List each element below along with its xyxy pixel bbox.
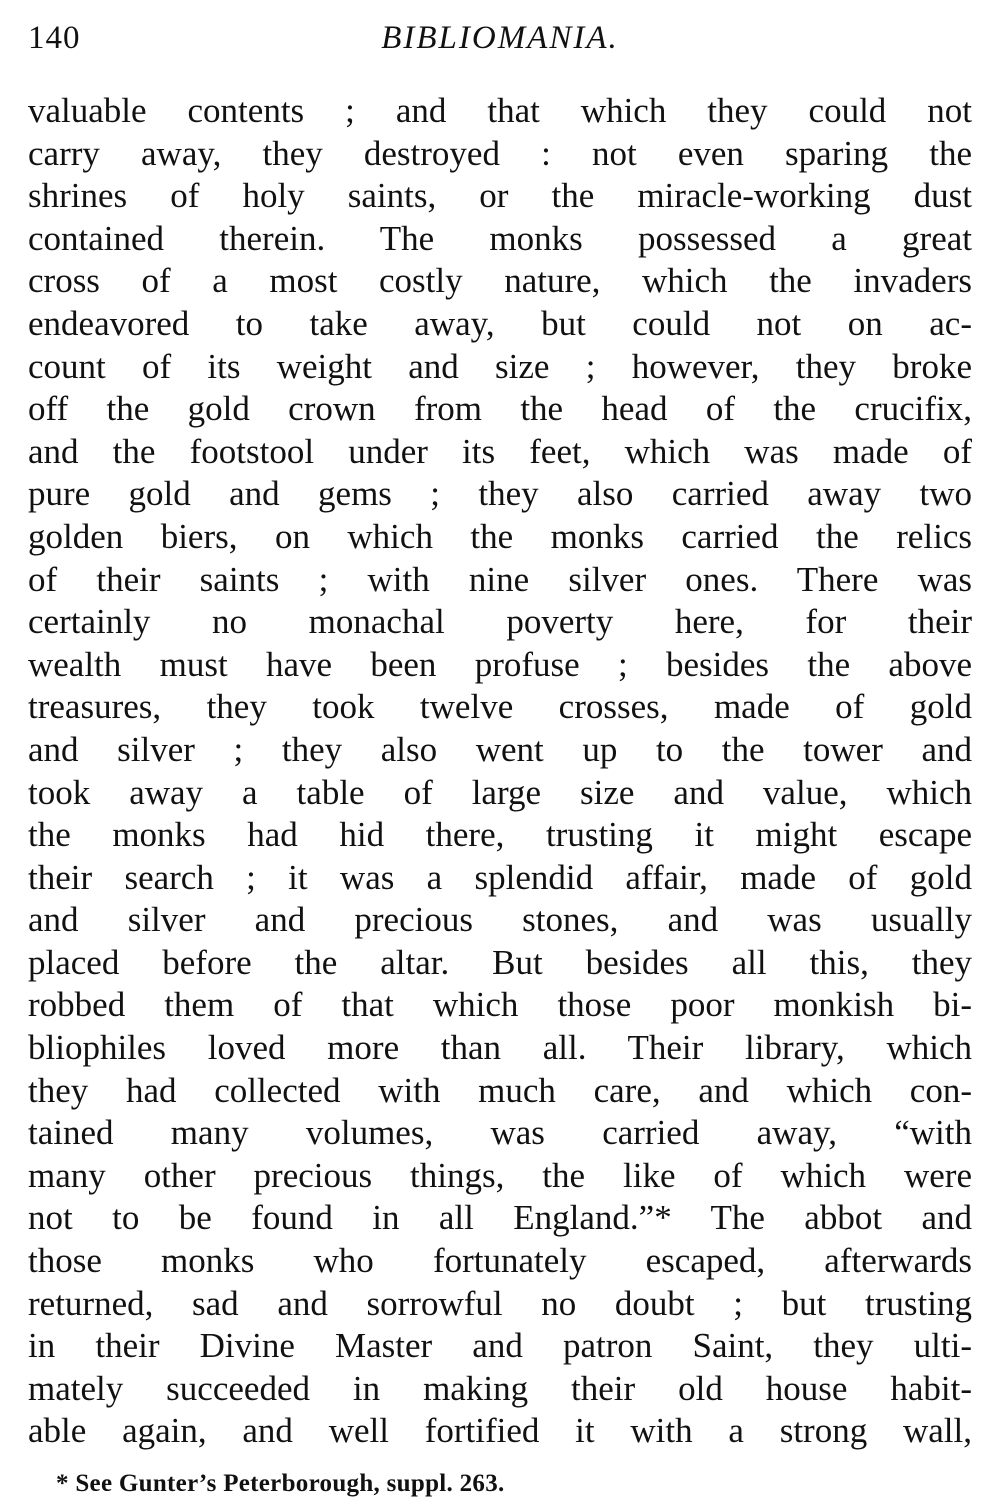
running-title: BIBLIOMANIA. [381, 20, 619, 56]
text-line: able again, and well fortified it with a strong wall, [28, 1411, 972, 1451]
text-line: in their Divine Master and patron Saint, they ulti- [28, 1326, 972, 1366]
text-line: shrines of holy saints, or the miracle-working dust [28, 176, 972, 216]
text-line: carry away, they destroyed : not even sparing the [28, 133, 972, 173]
text-line: the monks had hid there, trusting it might escape [28, 815, 972, 855]
text-line: certainly no monachal poverty here, for their [28, 602, 972, 642]
text-line: tained many volumes, was carried away, “with [28, 1113, 972, 1153]
text-line: golden biers, on which the monks carried the relics [28, 516, 972, 556]
text-line: treasures, they took twelve crosses, made of gold [28, 687, 972, 727]
text-line: those monks who fortunately escaped, afterwards [28, 1241, 972, 1281]
running-head [28, 14, 972, 66]
text-line: endeavored to take away, but could not on ac- [28, 303, 972, 343]
text-line: wealth must have been profuse ; besides the above [28, 644, 972, 684]
text-line: count of its weight and size ; however, they broke [28, 346, 972, 386]
book-page [28, 14, 972, 1453]
text-line: and the footstool under its feet, which was made of [28, 431, 972, 471]
text-line: took away a table of large size and value, which [28, 772, 972, 812]
text-line: and silver and precious stones, and was usually [28, 900, 972, 940]
text-line: and silver ; they also went up to the tower and [28, 729, 972, 769]
text-line: they had collected with much care, and which con- [28, 1070, 972, 1110]
text-line: pure gold and gems ; they also carried away two [28, 474, 972, 514]
body-text [28, 90, 972, 1453]
text-line: robbed them of that which those poor monkish bi- [28, 985, 972, 1025]
text-line: their search ; it was a splendid affair, made of gold [28, 857, 972, 897]
text-line: of their saints ; with nine silver ones. There was [28, 559, 972, 599]
text-line: valuable contents ; and that which they could not [28, 91, 972, 130]
text-line: mately succeeded in making their old house habit- [28, 1368, 972, 1408]
text-line: cross of a most costly nature, which the invaders [28, 261, 972, 301]
text-line: many other precious things, the like of which were [28, 1155, 972, 1195]
footnote: * See Gunter’s Peterborough, suppl. 263. [56, 1470, 505, 1497]
text-line: contained therein. The monks possessed a great [28, 218, 972, 258]
text-line: bliophiles loved more than all. Their library, which [28, 1028, 972, 1068]
text-line: not to be found in all England.”* The abbot and [28, 1198, 972, 1238]
page-number: 140 [28, 20, 81, 56]
text-line: returned, sad and sorrowful no doubt ; but trusting [28, 1283, 972, 1323]
text-line: off the gold crown from the head of the crucifix, [28, 389, 972, 429]
text-line: placed before the altar. But besides all this, they [28, 942, 972, 982]
